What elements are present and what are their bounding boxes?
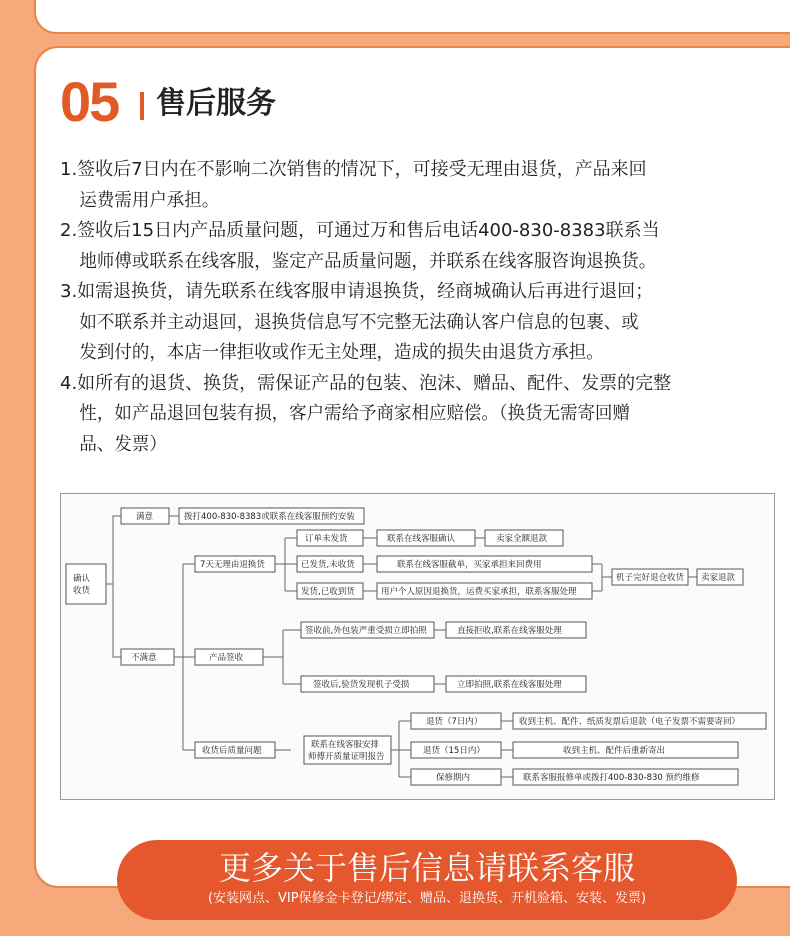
svg-text:收到主机、配件、纸质发票后退款（电子发票不需要寄回）: 收到主机、配件、纸质发票后退款（电子发票不需要寄回） <box>519 717 741 727</box>
confirm-line-1: 确认 <box>73 574 91 584</box>
section-title: 售后服务 <box>156 86 276 121</box>
svg-text:卖家全额退款: 卖家全额退款 <box>496 534 548 544</box>
contact-cs-banner[interactable] <box>117 840 737 920</box>
box-goods-ok <box>612 569 688 585</box>
svg-text:签收前,外包装严重受损立即拍照: 签收前,外包装严重受损立即拍照 <box>305 626 427 636</box>
box-return-15d-action <box>513 742 738 758</box>
policy-line: 3.如需退换货，请先联系在线客服申请退换货，经商城确认后再进行退回； <box>60 281 654 302</box>
svg-text:产品签收: 产品签收 <box>209 653 244 663</box>
policy-line: 运费需用户承担。 <box>79 189 220 211</box>
box-warranty <box>411 769 501 785</box>
svg-text:联系客服报修单或拨打400-830-830 预约维修: 联系客服报修单或拨打400-830-830 预约维修 <box>523 773 700 783</box>
box-before-sign <box>301 622 434 638</box>
box-after-sign <box>301 676 434 692</box>
svg-text:联系在线客服截单，买家承担来回费用: 联系在线客服截单，买家承担来回费用 <box>397 560 542 570</box>
svg-text:不满意: 不满意 <box>131 653 157 663</box>
policy-line: 1.签收后7日内在不影响二次销售的情况下，可接受无理由退货，产品来回 <box>60 159 647 180</box>
box-return-7d-action <box>513 713 766 729</box>
flowchart-connectors <box>106 516 697 777</box>
box-intercept <box>377 556 592 572</box>
svg-text:机子完好退仓收货: 机子完好退仓收货 <box>616 573 685 583</box>
contact-repair-line-2: 师傅开质量证明报告 <box>308 752 385 762</box>
previous-section-card <box>34 0 790 34</box>
policy-line: 品、发票） <box>79 433 167 455</box>
after-sales-flowchart <box>60 493 775 800</box>
box-7day-return <box>195 556 275 572</box>
svg-text:用户个人原因退换货，运费买家承担，联系客服处理: 用户个人原因退换货，运费买家承担，联系客服处理 <box>381 587 577 597</box>
box-contact-repair <box>304 736 391 764</box>
box-shipped-not-received <box>297 556 363 572</box>
box-full-refund <box>485 530 563 546</box>
svg-text:直接拒收,联系在线客服处理: 直接拒收,联系在线客服处理 <box>457 626 562 636</box>
banner-subtitle: (安装网点、VIP保修金卡登记/绑定、赠品、退换货、开机验箱、安装、发票) <box>207 891 647 906</box>
section-number: 05 <box>60 70 119 133</box>
svg-text:拨打400-830-8383或联系在线客服预约安装: 拨打400-830-8383或联系在线客服预约安装 <box>184 512 355 522</box>
box-refuse <box>446 622 586 638</box>
confirm-line-2: 收货 <box>73 586 91 596</box>
box-personal-reason <box>377 583 592 599</box>
box-unsatisfied <box>121 649 174 665</box>
box-shipped-received <box>297 583 363 599</box>
policy-text <box>60 155 760 460</box>
box-not-shipped <box>297 530 363 546</box>
box-return-7d <box>411 713 501 729</box>
flowchart-svg <box>61 494 774 799</box>
svg-text:订单未发货: 订单未发货 <box>305 534 348 544</box>
svg-text:退货（15日内）: 退货（15日内） <box>423 746 485 756</box>
svg-text:签收后,验货发现机子受损: 签收后,验货发现机子受损 <box>313 680 410 690</box>
contact-repair-line-1: 联系在线客服安排 <box>311 740 380 750</box>
policy-line: 4.如所有的退货、换货，需保证产品的包装、泡沫、赠品、配件、发票的完整 <box>60 372 672 394</box>
box-confirm <box>66 564 106 604</box>
policy-line: 发到付的，本店一律拒收或作无主处理，造成的损失由退货方承担。 <box>79 342 604 363</box>
box-product-sign <box>195 649 263 665</box>
policy-line: 性，如产品退回包装有损，客户需给予商家相应赔偿。（换货无需寄回赠 <box>79 403 630 424</box>
box-quality-after <box>195 742 275 758</box>
svg-text:保修期内: 保修期内 <box>436 773 471 783</box>
svg-text:满意: 满意 <box>136 512 154 522</box>
policy-line: 地师傅或联系在线客服，鉴定产品质量问题，并联系在线客服咨询退换货。 <box>79 250 657 272</box>
svg-text:退货（7日内）: 退货（7日内） <box>426 717 483 727</box>
heading-divider <box>140 92 144 120</box>
svg-text:发货,已收到货: 发货,已收到货 <box>301 587 355 597</box>
svg-text:联系在线客服确认: 联系在线客服确认 <box>387 534 456 544</box>
box-photo <box>446 676 586 692</box>
svg-text:收货后质量问题: 收货后质量问题 <box>202 746 262 756</box>
svg-text:已发货,未收货: 已发货,未收货 <box>301 560 355 570</box>
box-warranty-action <box>513 769 738 785</box>
svg-text:卖家退款: 卖家退款 <box>701 573 736 583</box>
box-satisfied <box>121 508 169 524</box>
policy-line: 如不联系并主动退回，退换货信息写不完整无法确认客户信息的包裹、或 <box>79 311 639 333</box>
box-return-15d <box>411 742 501 758</box>
svg-text:收到主机、配件后重新寄出: 收到主机、配件后重新寄出 <box>563 746 666 756</box>
svg-text:7天无理由退换货: 7天无理由退换货 <box>200 560 265 570</box>
box-contact-cs <box>377 530 475 546</box>
svg-text:立即拍照,联系在线客服处理: 立即拍照,联系在线客服处理 <box>457 680 562 690</box>
box-seller-refund <box>697 569 743 585</box>
banner-title: 更多关于售后信息请联系客服 <box>218 849 635 887</box>
policy-line: 2.签收后15日内产品质量问题，可通过万和售后电话400-830-8383联系当 <box>60 220 660 241</box>
box-satisfied-action <box>179 508 364 524</box>
